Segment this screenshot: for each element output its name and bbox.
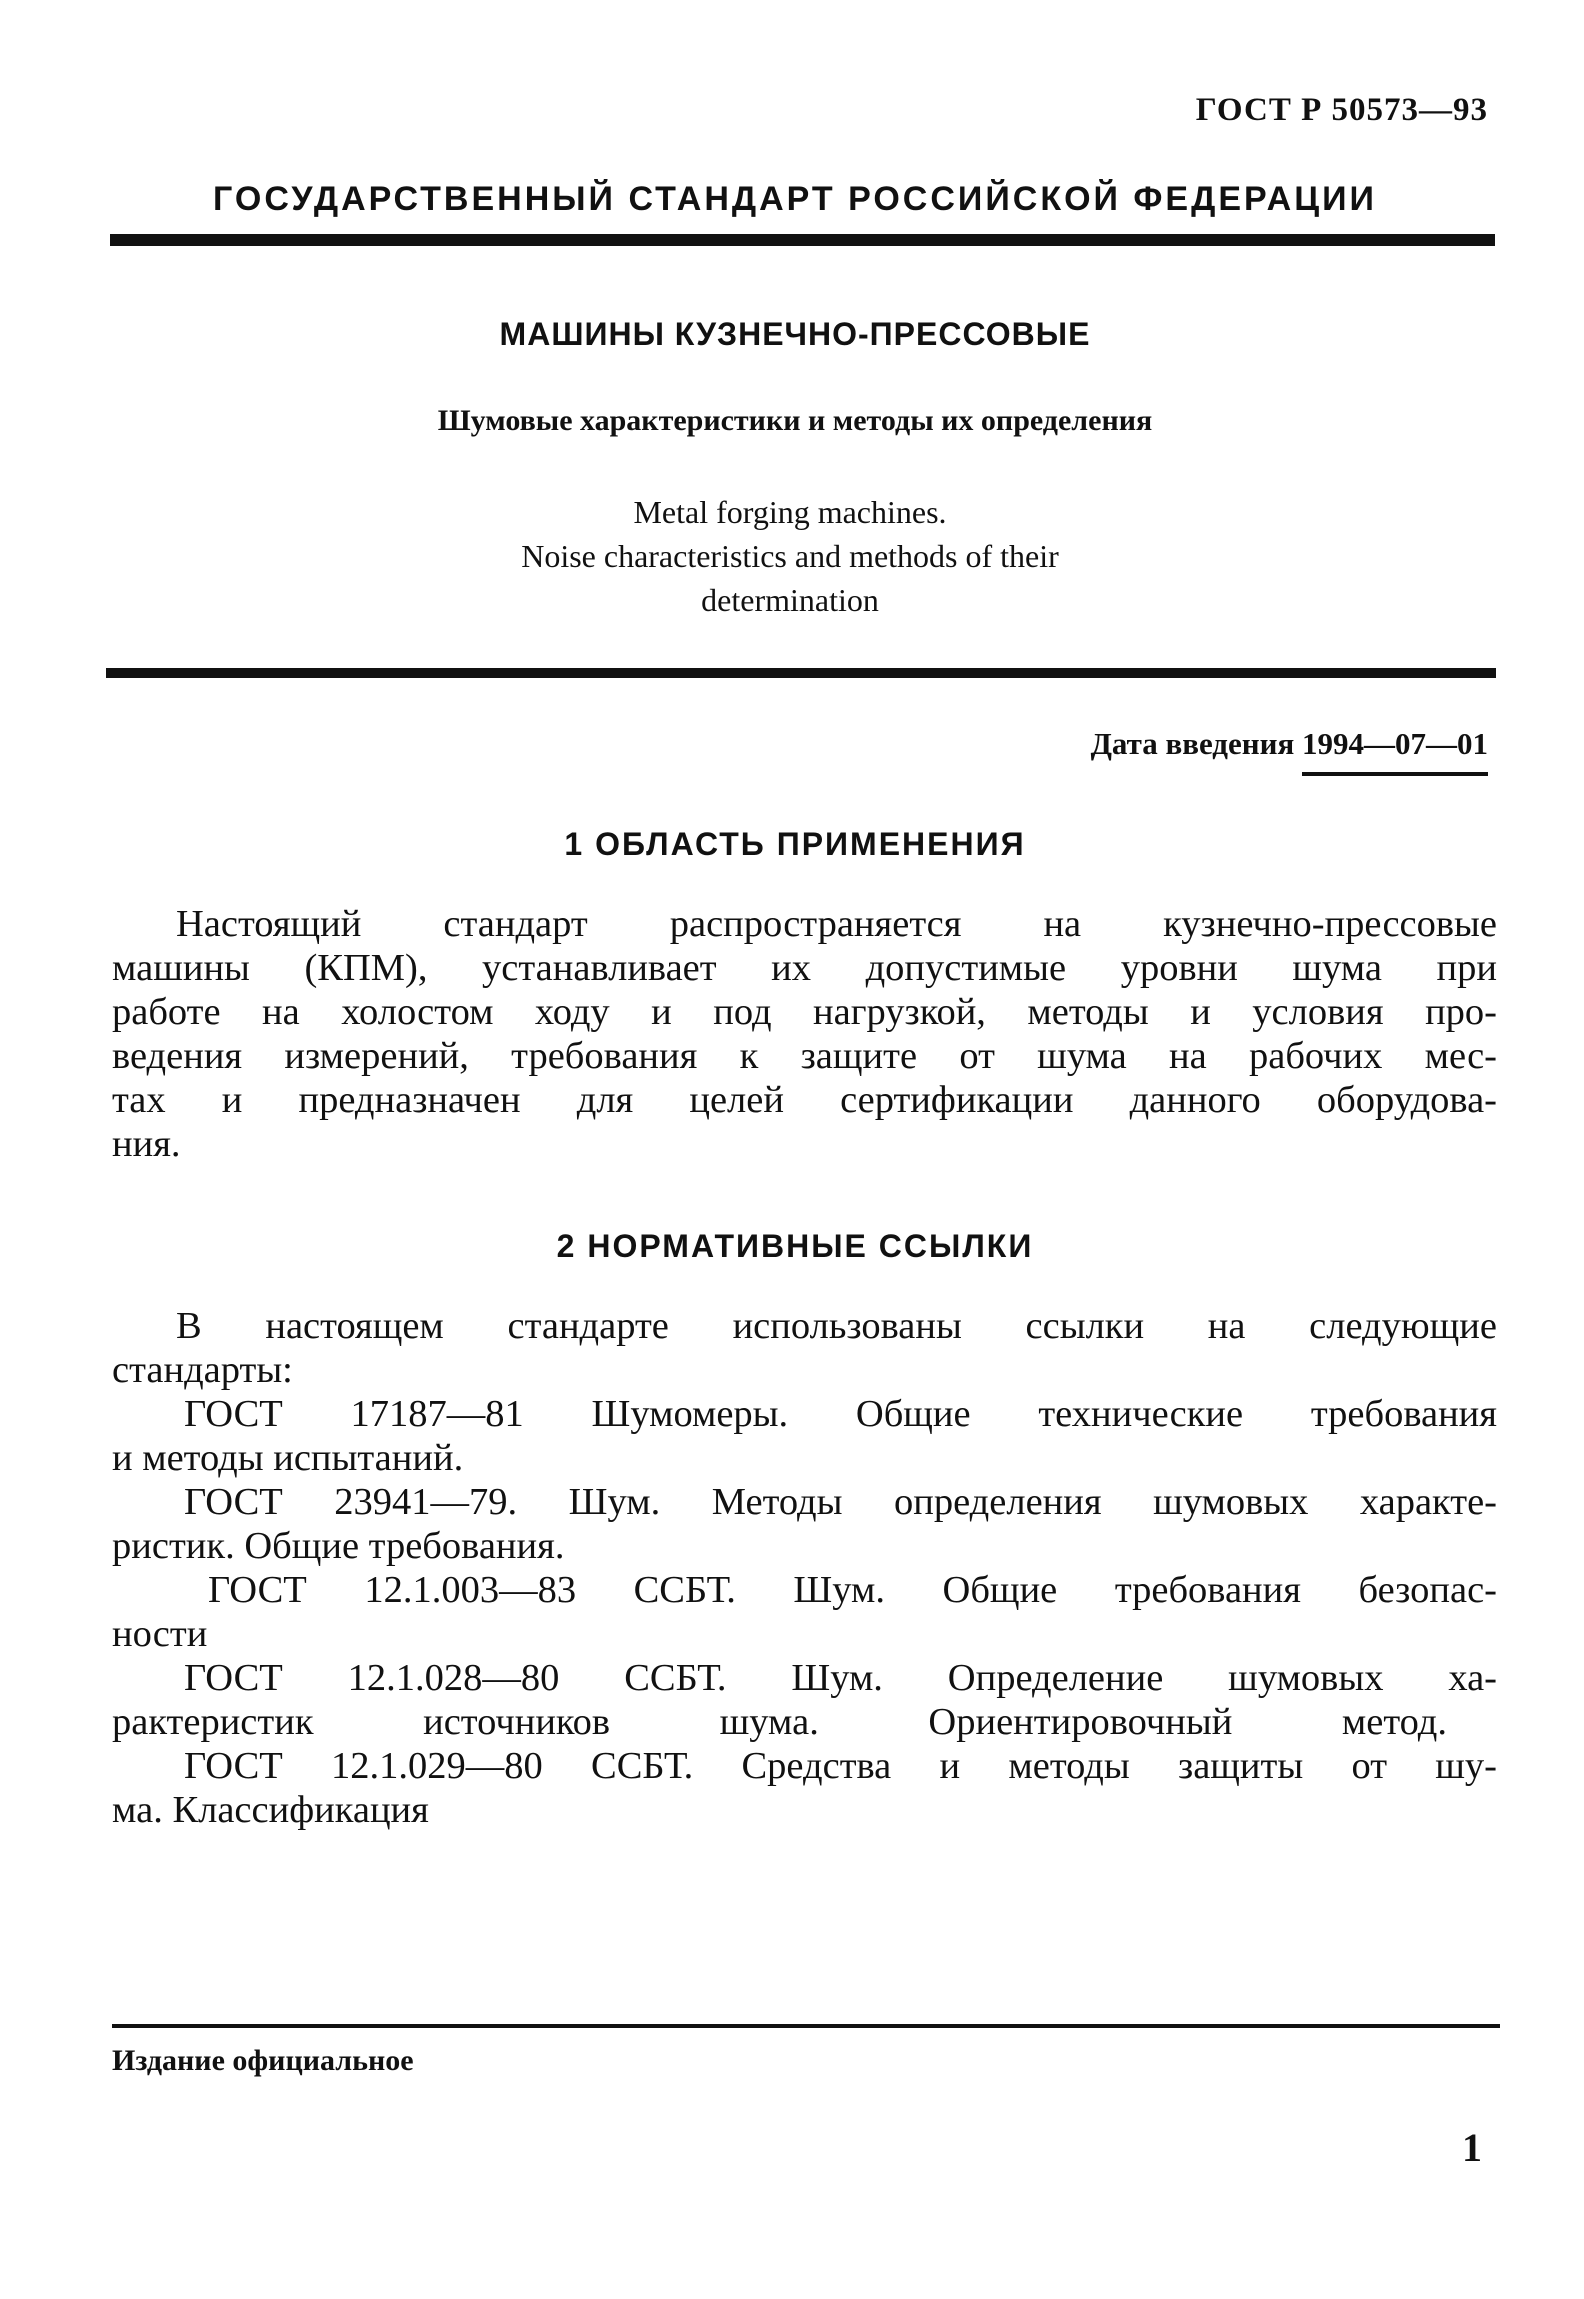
introduction-date-label: Дата введения bbox=[1090, 726, 1295, 761]
introduction-date-value: 1994—07—01 bbox=[1302, 726, 1488, 776]
page-number: 1 bbox=[1462, 2125, 1482, 2170]
text-line: ния. bbox=[112, 1123, 181, 1165]
reference-line: ГОСТ 12.1.028—80 ССБТ. Шум. Определение шумовых ха- bbox=[184, 1657, 1497, 1699]
reference-line: ГОСТ 23941—79. Шум. Методы определения шумовых характе- bbox=[184, 1481, 1497, 1523]
english-title bbox=[400, 490, 1180, 622]
section-body-references bbox=[112, 1304, 1497, 1832]
text-line: тах и предназначен для целей сертификации данного оборудова- bbox=[112, 1079, 1497, 1121]
english-title-line: determination bbox=[701, 582, 879, 618]
text-line: стандарты: bbox=[112, 1349, 293, 1391]
reference-line: рактеристик источников шума. Ориентировочный метод. bbox=[112, 1701, 1447, 1743]
english-title-line: Noise characteristics and methods of their bbox=[521, 538, 1059, 574]
edition-label: Издание официальное bbox=[112, 2044, 414, 2077]
title-divider bbox=[106, 668, 1496, 678]
reference-line: ма. Классификация bbox=[112, 1789, 429, 1831]
reference-line: ГОСТ 17187—81 Шумомеры. Общие технические требования bbox=[184, 1393, 1497, 1435]
reference-line: ГОСТ 12.1.029—80 ССБТ. Средства и методы защиты от шу- bbox=[184, 1745, 1497, 1787]
standard-title: МАШИНЫ КУЗНЕЧНО-ПРЕССОВЫЕ bbox=[499, 316, 1091, 352]
section-body-scope bbox=[112, 902, 1497, 1166]
reference-line: ГОСТ 12.1.003—83 ССБТ. Шум. Общие требования безопас- bbox=[208, 1569, 1497, 1611]
standard-subtitle: Шумовые характеристики и методы их определения bbox=[437, 404, 1153, 437]
reference-line: ности bbox=[112, 1613, 208, 1655]
text-line: работе на холостом ходу и под нагрузкой, методы и условия про- bbox=[112, 991, 1497, 1033]
introduction-date bbox=[1091, 726, 1488, 776]
text-line: В настоящем стандарте использованы ссылки на следующие bbox=[176, 1305, 1497, 1347]
header-divider bbox=[110, 234, 1495, 246]
reference-line: ристик. Общие требования. bbox=[112, 1525, 565, 1567]
text-line: ведения измерений, требования к защите от шума на рабочих мес- bbox=[112, 1035, 1497, 1077]
reference-line: и методы испытаний. bbox=[112, 1437, 464, 1479]
section-heading-references: 2 НОРМАТИВНЫЕ ССЫЛКИ bbox=[556, 1228, 1034, 1264]
footer-divider bbox=[112, 2024, 1500, 2028]
document-number: ГОСТ Р 50573—93 bbox=[1195, 92, 1488, 128]
agency-header: ГОСУДАРСТВЕННЫЙ СТАНДАРТ РОССИЙСКОЙ ФЕДЕРАЦИИ bbox=[213, 180, 1377, 218]
text-line: Настоящий стандарт распространяется на кузнечно-прессовые bbox=[176, 903, 1497, 945]
section-heading-scope: 1 ОБЛАСТЬ ПРИМЕНЕНИЯ bbox=[564, 826, 1026, 862]
text-line: машины (КПМ), устанавливает их допустимые уровни шума при bbox=[112, 947, 1497, 989]
english-title-line: Metal forging machines. bbox=[633, 494, 947, 530]
